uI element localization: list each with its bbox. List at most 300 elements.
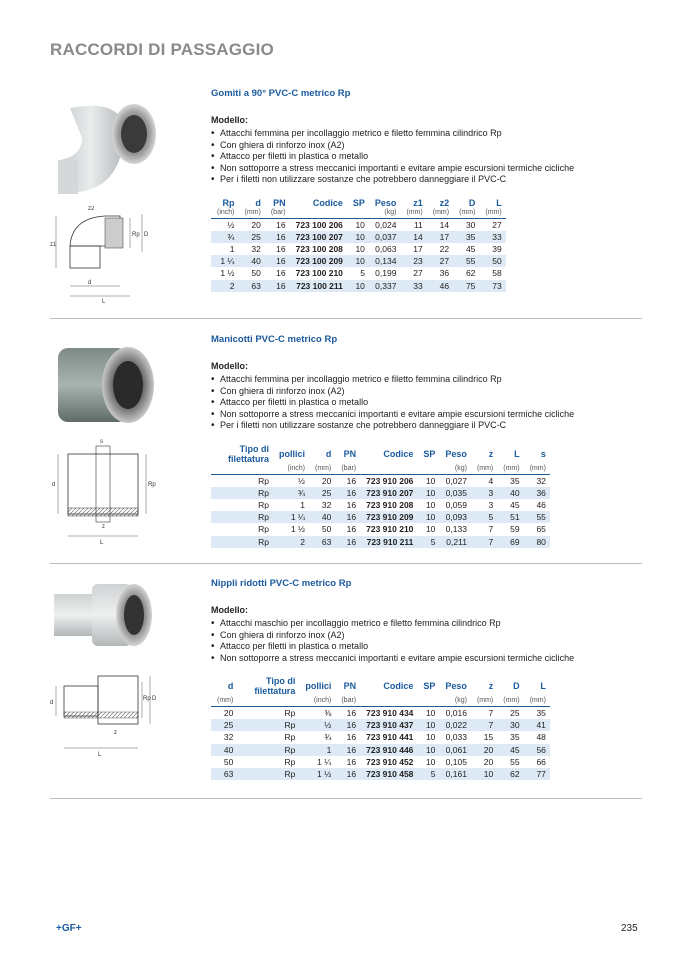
table-cell: 7 [471, 719, 497, 731]
table-units-row [211, 208, 506, 219]
table-cell: 7 [488, 524, 494, 535]
table-cell: ⅜ [324, 708, 332, 718]
product-code: 723 910 441 [366, 732, 414, 743]
table-cell: 10 [347, 231, 369, 243]
table-row [211, 768, 550, 780]
product-code: 723 100 209 [290, 255, 347, 267]
table-cell: 45 [510, 499, 520, 510]
table-cell: 32 [223, 732, 234, 743]
nipple-dim-D: D [152, 696, 157, 702]
manicotti-content [211, 334, 641, 548]
table-cell: Rp [211, 511, 273, 523]
table-cell: 0,161 [439, 768, 471, 780]
table-cell: 25 [510, 708, 520, 718]
feature-item: • Non sottoporre a stress meccanici importanti e evitare ampie escursioni termiche cicliche [211, 163, 641, 175]
column-unit: (mm) [239, 208, 265, 219]
table-row [211, 744, 550, 756]
table-row [211, 499, 550, 511]
column-unit: (bar) [335, 464, 360, 475]
column-unit: (kg) [369, 208, 401, 219]
table-cell: 10 [425, 499, 436, 510]
table-cell: 35 [510, 732, 520, 743]
table-cell: 5 [417, 536, 439, 548]
column-unit: (inch) [299, 696, 335, 707]
modello-label: Modello: [211, 361, 248, 371]
table-cell: 36 [524, 487, 550, 499]
table-cell: 0,133 [445, 524, 467, 535]
feature-item: • Per i filetti non utilizzare sostanze che potrebbero danneggiare il PVC-C [211, 174, 641, 186]
table-row [211, 474, 550, 487]
column-unit: (mm) [524, 464, 550, 475]
section-gomiti [50, 88, 642, 310]
table-cell: 16 [265, 231, 290, 243]
table-cell: 73 [479, 280, 505, 292]
socket-dim-s: s [100, 439, 103, 445]
column-unit [360, 464, 417, 475]
column-unit: (bar) [265, 208, 290, 219]
table-cell: 7 [471, 536, 497, 548]
feature-item: • Con ghiera di rinforzo inox (A2) [211, 630, 641, 642]
table-cell: 0,024 [375, 219, 397, 230]
table-cell: 27 [427, 255, 453, 267]
table-cell: 2 [273, 536, 309, 548]
table-cell: 0,199 [375, 268, 397, 279]
table-cell: 10 [347, 280, 369, 292]
table-row [211, 218, 506, 231]
product-code: 723 910 458 [360, 768, 417, 780]
column-header: z [488, 448, 494, 459]
table-cell: 32 [321, 499, 332, 510]
table-cell: 45 [497, 744, 523, 756]
table-cell: 11 [413, 219, 423, 230]
table-cell: 40 [309, 511, 335, 523]
column-unit [290, 208, 347, 219]
table-row [211, 487, 550, 499]
column-unit: (inch) [211, 208, 239, 219]
column-header: s [540, 448, 546, 459]
table-cell: 20 [483, 756, 494, 767]
table-cell: 14 [439, 219, 450, 230]
table-cell: 1 [299, 744, 335, 756]
table-header-row [211, 444, 550, 464]
column-header: Tipo di filettatura [227, 443, 269, 464]
nipple-dim-z: z [114, 730, 117, 736]
table-cell: 16 [276, 268, 286, 279]
feature-item: • Con ghiera di rinforzo inox (A2) [211, 386, 641, 398]
table-cell: 10 [417, 487, 439, 499]
table-cell: 5 [471, 511, 497, 523]
table-cell: 32 [251, 243, 261, 254]
table-cell: Rp [284, 708, 296, 718]
table-cell: 25 [239, 231, 265, 243]
table-row [211, 731, 550, 743]
table-cell: 40 [211, 744, 237, 756]
column-header: Peso [445, 681, 467, 691]
table-cell: ½ [227, 219, 235, 230]
table-cell: 1 ¼ [211, 255, 239, 267]
table-cell: 20 [471, 744, 497, 756]
table-cell: 62 [497, 768, 523, 780]
product-code: 723 100 210 [295, 268, 343, 279]
feature-item: • Attacco per filetti in plastica o metallo [211, 641, 641, 653]
table-cell: 27 [413, 268, 423, 279]
table-row [211, 707, 550, 720]
page-title: RACCORDI DI PASSAGGIO [50, 40, 274, 59]
elbow-dim-d: d [88, 280, 92, 286]
column-unit: (kg) [439, 464, 471, 475]
feature-item: • Non sottoporre a stress meccanici importanti e evitare ampie escursioni termiche cicliche [211, 653, 641, 665]
table-cell: 23 [400, 255, 426, 267]
table-cell: 62 [465, 268, 476, 279]
table-cell: 0,093 [439, 511, 471, 523]
table-cell: 17 [413, 243, 423, 254]
page-number: 235 [621, 923, 638, 934]
column-header: Peso [374, 197, 397, 208]
elbow-dim-L: L [102, 299, 106, 305]
column-header: pollici [305, 681, 332, 691]
table-cell: 50 [223, 756, 234, 767]
table-cell: 3 [488, 499, 494, 510]
feature-item: • Attacchi maschio per incollaggio metrico e filetto femmina cilindrico Rp [211, 618, 641, 630]
table-cell: ½ [297, 475, 306, 486]
table-cell: 10 [355, 219, 365, 230]
column-header: D [468, 197, 476, 208]
product-code: 723 910 209 [360, 511, 417, 523]
table-cell: 16 [346, 708, 357, 718]
table-cell: Rp [211, 536, 273, 548]
table-cell: 10 [425, 732, 436, 743]
column-header: Peso [445, 448, 467, 459]
product-code: 723 910 437 [360, 719, 417, 731]
feature-item: • Non sottoporre a stress meccanici importanti e evitare ampie escursioni termiche cicliche [211, 409, 641, 421]
table-cell: ¾ [211, 231, 239, 243]
column-unit: (mm) [497, 464, 523, 475]
section-title: Nippli ridotti PVC-C metrico Rp [211, 578, 352, 589]
table-cell: 1 ¼ [317, 756, 332, 767]
elbow-dim-z1: z1 [50, 242, 57, 248]
column-unit: (mm) [211, 696, 237, 707]
table-cell: 7 [488, 708, 494, 718]
column-unit: (mm) [471, 464, 497, 475]
table-cell: 80 [524, 536, 550, 548]
feature-item: • Attacchi femmina per incollaggio metrico e filetto femmina cilindrico Rp [211, 374, 641, 386]
column-unit [211, 464, 273, 475]
table-cell: 4 [488, 475, 494, 486]
table-cell: 63 [239, 280, 265, 292]
table-cell: 58 [492, 268, 502, 279]
column-unit: (mm) [497, 696, 523, 707]
socket-photo [52, 334, 162, 434]
product-code: 723 910 452 [366, 756, 414, 767]
table-cell: 33 [479, 231, 505, 243]
table-cell: 16 [335, 719, 360, 731]
table-cell: 10 [417, 744, 439, 756]
column-header: Tipo di filettatura [254, 676, 296, 696]
table-cell: 16 [346, 732, 357, 743]
nipple-dim-L: L [98, 752, 102, 758]
elbow-dim-rp: Rp [132, 232, 140, 238]
table-cell: 14 [400, 231, 426, 243]
table-cell: 5 [417, 768, 439, 780]
feature-item: • Attacco per filetti in plastica o metallo [211, 397, 641, 409]
table-cell: 16 [335, 487, 360, 499]
nipple-drawing [50, 668, 160, 758]
table-header-row [211, 198, 506, 208]
table-cell: 30 [465, 219, 476, 230]
table-cell: 63 [309, 536, 335, 548]
table-cell: 46 [536, 499, 546, 510]
table-cell: 77 [524, 768, 550, 780]
table-cell: 3 [471, 487, 497, 499]
product-code: 723 910 210 [366, 524, 414, 535]
column-unit: (mm) [400, 208, 426, 219]
feature-item: • Attacco per filetti in plastica o metallo [211, 151, 641, 163]
column-header: L [540, 681, 546, 691]
table-cell: Rp [258, 475, 269, 486]
table-cell: 66 [536, 756, 546, 767]
table-cell: 33 [400, 280, 426, 292]
product-code: 723 910 434 [366, 708, 414, 718]
socket-dim-z: z [102, 524, 105, 530]
column-header: Rp [222, 197, 235, 208]
table-cell: 1 ½ [290, 524, 306, 535]
column-unit: (bar) [335, 696, 360, 707]
column-header: L [496, 197, 502, 208]
feature-list [211, 618, 641, 664]
product-code: 723 100 208 [295, 243, 343, 254]
nippli-content [211, 578, 641, 780]
table-cell: 0,063 [375, 243, 397, 254]
table-cell: 20 [223, 708, 234, 718]
table-cell: ½ [299, 719, 335, 731]
elbow-drawing [50, 206, 160, 306]
table-cell: Rp [258, 499, 269, 510]
table-cell: 41 [524, 719, 550, 731]
table-cell: Rp [237, 768, 299, 780]
table-cell: ¾ [324, 732, 332, 743]
table-row [211, 523, 550, 535]
product-code: 723 100 207 [290, 231, 347, 243]
column-header: L [514, 448, 520, 459]
table-cell: 55 [453, 255, 479, 267]
socket-drawing [50, 438, 160, 548]
table-cell: 16 [276, 243, 286, 254]
table-cell: Rp [237, 719, 299, 731]
table-cell: 59 [510, 524, 520, 535]
table-header-row [211, 676, 550, 696]
section-title: Manicotti PVC-C metrico Rp [211, 334, 338, 345]
column-header: z [488, 681, 494, 691]
table-cell: 16 [276, 219, 286, 230]
gomiti-content [211, 88, 641, 292]
table-cell: 2 [211, 280, 239, 292]
table-cell: 0,337 [369, 280, 401, 292]
product-code: 723 910 211 [360, 536, 417, 548]
table-cell: 69 [497, 536, 523, 548]
table-cell: 10 [425, 756, 436, 767]
table-row [211, 267, 506, 279]
section-nippli [50, 578, 642, 798]
section-divider [50, 318, 642, 319]
table-cell: 0,037 [369, 231, 401, 243]
column-unit: (mm) [427, 208, 453, 219]
column-header: SP [423, 448, 436, 459]
table-cell: 10 [471, 768, 497, 780]
column-header: Codice [383, 681, 414, 691]
table-cell: 16 [346, 499, 357, 510]
modello-label: Modello: [211, 115, 248, 125]
feature-list [211, 374, 641, 432]
table-cell: 1 [300, 499, 306, 510]
table-cell: 10 [425, 475, 436, 486]
table-cell: 15 [483, 732, 494, 743]
socket-dim-rp: Rp [148, 482, 156, 488]
table-cell: 16 [265, 280, 290, 292]
section-manicotti [50, 334, 642, 554]
table-cell: 35 [536, 708, 546, 718]
table-row [211, 756, 550, 768]
table-cell: 0,016 [445, 708, 467, 718]
table-cell: 35 [510, 475, 520, 486]
column-unit: (mm) [471, 696, 497, 707]
table-cell: Rp [211, 487, 273, 499]
column-unit: (mm) [524, 696, 550, 707]
table-cell: 0,033 [445, 732, 467, 743]
product-code: 723 910 206 [366, 475, 414, 486]
table-cell: 39 [492, 243, 502, 254]
column-unit [237, 696, 299, 707]
table-cell: 17 [427, 231, 453, 243]
table-cell: 0,027 [445, 475, 467, 486]
table-cell: 25 [309, 487, 335, 499]
feature-item: • Con ghiera di rinforzo inox (A2) [211, 140, 641, 152]
table-cell: 55 [524, 511, 550, 523]
column-header: PN [343, 681, 357, 691]
table-cell: 0,211 [439, 536, 471, 548]
table-cell: 5 [360, 268, 365, 279]
table-cell: 50 [251, 268, 261, 279]
table-cell: 0,022 [439, 719, 471, 731]
column-header: d [325, 448, 332, 459]
table-cell: Rp [258, 524, 269, 535]
table-cell: 50 [479, 255, 505, 267]
gf-logo: +GF+ [56, 923, 82, 934]
column-header: z1 [413, 197, 423, 208]
nipple-dim-rp: Rp [143, 696, 151, 702]
table-row [211, 280, 506, 292]
table-cell: 10 [425, 524, 436, 535]
table-cell: 1 ½ [299, 768, 335, 780]
table-cell: 16 [335, 511, 360, 523]
column-header: d [255, 197, 261, 208]
table-cell: Rp [284, 756, 296, 767]
table-cell: 16 [335, 744, 360, 756]
table-cell: 16 [346, 475, 357, 486]
column-header: d [227, 681, 234, 691]
column-header: SP [352, 197, 365, 208]
table-row [211, 255, 506, 267]
column-unit [360, 696, 417, 707]
table-cell: 55 [510, 756, 520, 767]
table-cell: 20 [251, 219, 261, 230]
table-cell: 0,061 [439, 744, 471, 756]
column-unit: (mm) [453, 208, 479, 219]
socket-dim-L: L [100, 540, 104, 546]
table-cell: 56 [524, 744, 550, 756]
nipple-dim-d: d [50, 700, 54, 706]
table-row [211, 511, 550, 523]
spec-table [211, 444, 550, 548]
section-divider [50, 563, 642, 564]
table-cell: Rp [284, 732, 296, 743]
section-title: Gomiti a 90° PVC-C metrico Rp [211, 88, 351, 99]
table-cell: 10 [355, 243, 365, 254]
column-header: z2 [439, 197, 450, 208]
table-cell: 10 [425, 708, 436, 718]
table-cell: 50 [321, 524, 332, 535]
table-cell: 48 [536, 732, 546, 743]
product-code: 723 910 208 [366, 499, 414, 510]
spec-table [211, 676, 550, 780]
spec-table [211, 198, 506, 292]
column-header: D [513, 681, 520, 691]
table-cell: Rp [237, 744, 299, 756]
column-header: SP [423, 681, 436, 691]
column-unit [347, 208, 369, 219]
table-row [211, 231, 506, 243]
table-cell: 51 [497, 511, 523, 523]
column-header: Codice [383, 448, 414, 459]
table-units-row [211, 696, 550, 707]
feature-list [211, 128, 641, 186]
table-units-row [211, 464, 550, 475]
table-cell: 65 [536, 524, 546, 535]
table-cell: 25 [211, 719, 237, 731]
table-cell: 1 ¼ [273, 511, 309, 523]
table-cell: 0,035 [439, 487, 471, 499]
table-cell: 16 [265, 255, 290, 267]
table-cell: 27 [492, 219, 502, 230]
table-cell: 16 [346, 756, 357, 767]
column-header: Codice [312, 197, 343, 208]
table-row [211, 536, 550, 548]
nipple-photo [52, 578, 162, 650]
product-code: 723 910 446 [360, 744, 417, 756]
column-unit: (kg) [439, 696, 471, 707]
table-cell: ¾ [273, 487, 309, 499]
table-cell: 40 [497, 487, 523, 499]
column-header: pollici [279, 448, 306, 459]
table-cell: 45 [465, 243, 476, 254]
table-cell: 20 [321, 475, 332, 486]
table-cell: 1 ½ [220, 268, 235, 279]
table-cell: 63 [211, 768, 237, 780]
column-unit: (inch) [273, 464, 309, 475]
product-code: 723 100 211 [290, 280, 347, 292]
table-cell: 16 [346, 524, 357, 535]
product-code: 723 910 207 [360, 487, 417, 499]
column-unit [417, 464, 439, 475]
product-code: 723 100 206 [295, 219, 343, 230]
socket-dim-d: d [52, 482, 56, 488]
table-cell: 0,059 [445, 499, 467, 510]
elbow-photo [52, 90, 162, 200]
table-cell: 75 [453, 280, 479, 292]
table-cell: 1 [229, 243, 235, 254]
table-cell: 0,134 [369, 255, 401, 267]
column-header: PN [343, 448, 357, 459]
table-cell: 16 [335, 768, 360, 780]
